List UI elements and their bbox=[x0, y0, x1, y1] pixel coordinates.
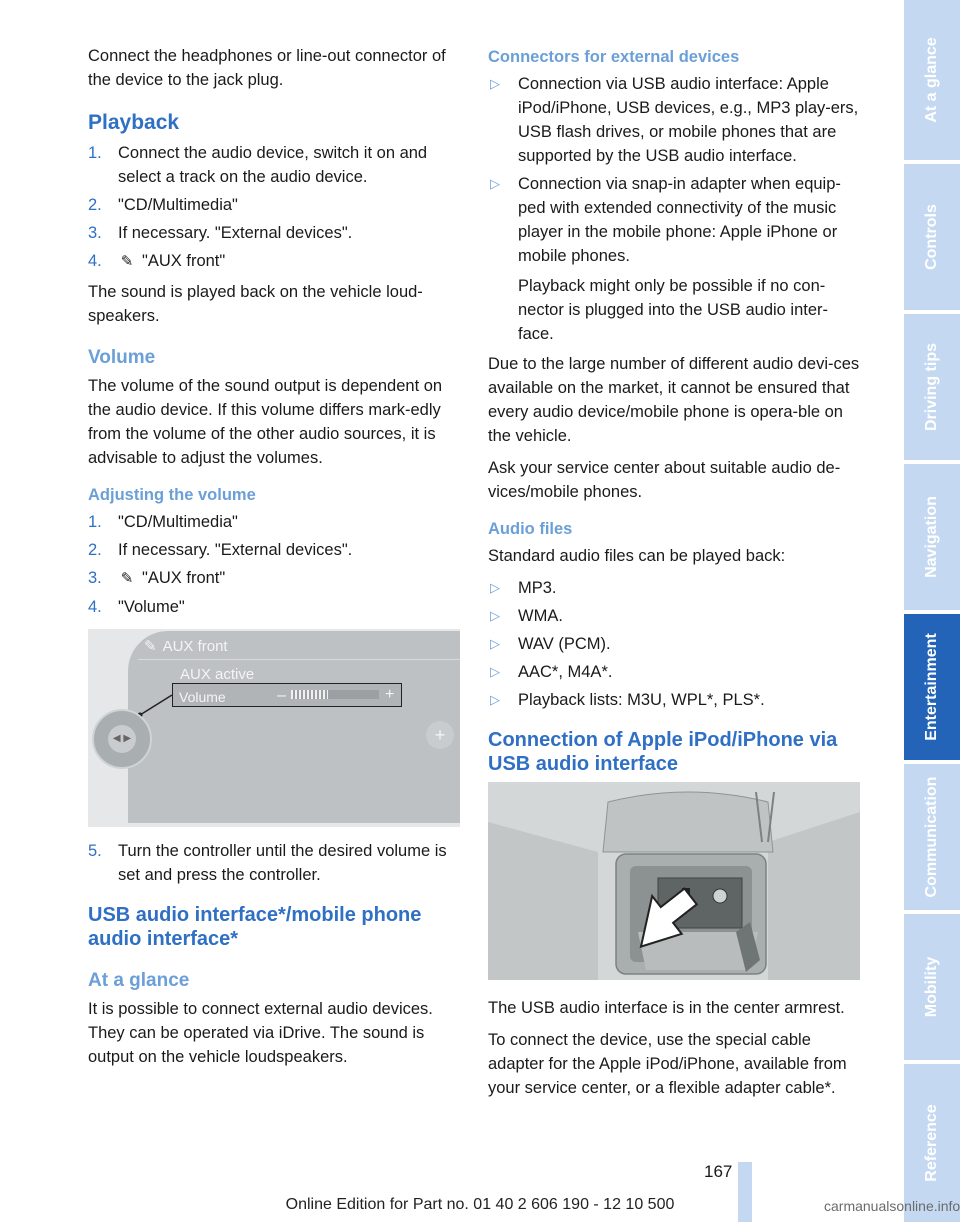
leader-line bbox=[138, 693, 174, 717]
tab-entertainment[interactable]: Entertainment bbox=[904, 614, 960, 760]
tool-icon: ✎ bbox=[120, 253, 134, 270]
adjusting-steps bbox=[88, 510, 464, 619]
connectors-heading: Connectors for external devices bbox=[488, 48, 740, 66]
audio-files-heading: Audio files bbox=[488, 520, 573, 538]
audio-files-list bbox=[488, 576, 862, 712]
right-column bbox=[488, 44, 862, 1108]
page-number: 167 bbox=[704, 1162, 733, 1181]
list-item: ▷ Connection via USB audio interface: Apple iPod/iPhone, USB devices, e.g., MP3 play-ers, USB flash drives, or mobile phones that are supported by the USB audio interface. bbox=[488, 72, 862, 168]
list-item: 4. ✎ "AUX front" bbox=[88, 249, 464, 274]
triangle-icon: ▷ bbox=[490, 636, 500, 651]
triangle-icon: ▷ bbox=[490, 76, 500, 91]
tab-driving-tips[interactable]: Driving tips bbox=[904, 314, 960, 460]
list-item: ▷ WMA. bbox=[488, 604, 862, 628]
list-item: ▷ AAC*, M4A*. bbox=[488, 660, 862, 684]
list-item: 2. "CD/Multimedia" bbox=[88, 196, 238, 214]
tool-icon: ✎ bbox=[120, 570, 134, 587]
triangle-icon: ▷ bbox=[490, 692, 500, 707]
footer: Online Edition for Part no. 01 40 2 606 190 - 12 10 500 bbox=[285, 1196, 675, 1213]
tool-icon: ✎ bbox=[144, 638, 157, 655]
playback-steps bbox=[88, 141, 464, 274]
playback-heading: Playback bbox=[88, 111, 180, 134]
controller-knob-icon: ◀ ▶ bbox=[92, 709, 152, 769]
volume-row bbox=[172, 683, 402, 707]
volume-heading: Volume bbox=[88, 347, 156, 368]
snap-note: Playback might only be possible if no con-nector is plugged into the USB audio inter-face. bbox=[518, 277, 829, 343]
minus-icon: – bbox=[277, 687, 286, 704]
armrest-figure bbox=[488, 782, 860, 980]
aux-active-label: AUX active bbox=[180, 666, 255, 683]
armrest-text: The USB audio interface is in the center armrest. bbox=[488, 999, 845, 1017]
plus-icon: + bbox=[385, 686, 395, 703]
ask-text: Ask your service center about suitable audio de-vices/mobile phones. bbox=[488, 459, 841, 501]
side-tabs bbox=[904, 0, 960, 1222]
audio-files-intro: Standard audio files can be played back: bbox=[488, 547, 786, 565]
volume-label: Volume bbox=[179, 689, 226, 705]
list-item: ▷ Playback lists: M3U, WPL*, PLS*. bbox=[488, 688, 862, 712]
list-item: 3. If necessary. "External devices". bbox=[88, 224, 353, 242]
apple-heading: Connection of Apple iPod/iPhone via USB audio interface bbox=[488, 729, 838, 775]
plus-circle-icon: + bbox=[426, 721, 454, 749]
tab-controls[interactable]: Controls bbox=[904, 164, 960, 310]
glance-text: It is possible to connect external audio devices. They can be operated via iDrive. The sound is output on the vehicle loudspeakers. bbox=[88, 1000, 433, 1066]
intro-text: Connect the headphones or line-out connector of the device to the jack plug. bbox=[88, 47, 446, 89]
adjusting-heading: Adjusting the volume bbox=[88, 486, 256, 504]
usb-heading: USB audio interface*/mobile phone audio interface* bbox=[88, 904, 422, 950]
armrest-illustration bbox=[488, 782, 860, 980]
left-column bbox=[88, 44, 464, 1077]
list-item: 1. Connect the audio device, switch it on and select a track on the audio device. bbox=[88, 144, 428, 186]
list-item: ▷ Connection via snap-in adapter when equip-ped with extended connectivity of the music player in the mobile phone: Apple iPhone or mobile phones. bbox=[488, 172, 862, 268]
volume-slider bbox=[291, 690, 379, 699]
screen-title: ✎ AUX front bbox=[144, 638, 228, 655]
list-item: 2. If necessary. "External devices". bbox=[88, 541, 353, 559]
triangle-icon: ▷ bbox=[490, 664, 500, 679]
list-item: ▷ MP3. bbox=[488, 576, 862, 600]
tab-communication[interactable]: Communication bbox=[904, 764, 960, 910]
tab-reference[interactable]: Reference bbox=[904, 1064, 960, 1222]
triangle-icon: ▷ bbox=[490, 608, 500, 623]
idrive-screen-figure bbox=[88, 629, 460, 827]
compat-text: Due to the large number of different audio devi-ces available on the market, it cannot be ensured that every audio device/mobile phone is opera-ble on the vehicle. bbox=[488, 355, 860, 445]
adjusting-step5 bbox=[88, 839, 464, 887]
divider bbox=[138, 659, 460, 660]
list-item: ▷ WAV (PCM). bbox=[488, 632, 862, 656]
watermark: carmanualsonline.info bbox=[824, 1198, 960, 1214]
cable-text: To connect the device, use the special cable adapter for the Apple iPod/iPhone, available from your service center, or a flexible adapter cable*. bbox=[488, 1031, 847, 1097]
tab-mobility[interactable]: Mobility bbox=[904, 914, 960, 1060]
triangle-icon: ▷ bbox=[490, 580, 500, 595]
list-item: 5. Turn the controller until the desired volume is set and press the controller. bbox=[88, 842, 447, 884]
tab-navigation[interactable]: Navigation bbox=[904, 464, 960, 610]
playback-note: The sound is played back on the vehicle loud-speakers. bbox=[88, 283, 423, 325]
triangle-icon: ▷ bbox=[490, 176, 500, 191]
tab-at-a-glance[interactable]: At a glance bbox=[904, 0, 960, 160]
glance-heading: At a glance bbox=[88, 970, 190, 991]
list-item: 4. "Volume" bbox=[88, 598, 185, 616]
connectors-list bbox=[488, 72, 862, 268]
list-item: 3. ✎ "AUX front" bbox=[88, 566, 464, 591]
volume-text: The volume of the sound output is dependent on the audio device. If this volume differs mark-edly from the volume of the other audio sources, it is advisable to adjust the volumes. bbox=[88, 377, 443, 467]
volume-fill bbox=[291, 690, 328, 699]
list-item: 1. "CD/Multimedia" bbox=[88, 513, 238, 531]
